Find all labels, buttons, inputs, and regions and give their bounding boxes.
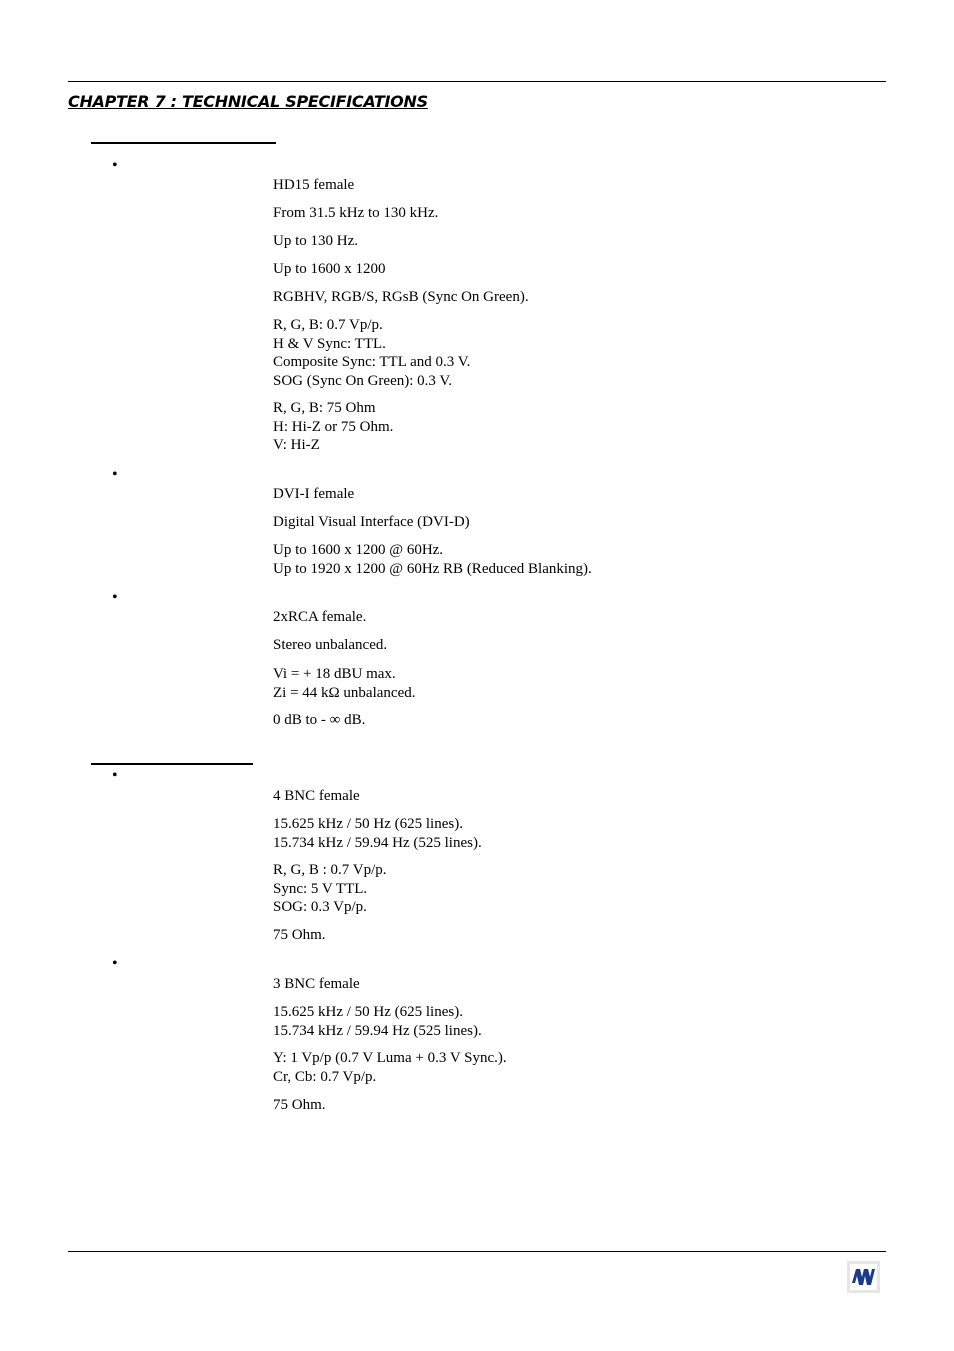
spec-value: 75 Ohm.	[273, 927, 326, 943]
spec-value: Digital Visual Interface (DVI-D)	[273, 514, 470, 530]
section-rule	[91, 763, 253, 765]
bullet-ypbpr: •	[112, 955, 118, 972]
spec-value: Up to 1600 x 1200 @ 60Hz. Up to 1920 x 1200 @ 60Hz RB (Reduced Blanking).	[273, 542, 592, 577]
bullet-rgbs: •	[112, 767, 118, 784]
spec-value: R, G, B: 75 Ohm H: Hi-Z or 75 Ohm. V: Hi-Z	[273, 400, 394, 453]
spec-value: Up to 1600 x 1200	[273, 261, 386, 277]
spec-value: 0 dB to - ∞ dB.	[273, 712, 366, 728]
spec-value: From 31.5 kHz to 130 kHz.	[273, 205, 439, 221]
bullet-dvi: •	[112, 466, 118, 483]
spec-value: RGBHV, RGB/S, RGsB (Sync On Green).	[273, 289, 529, 305]
spec-value: DVI-I female	[273, 486, 355, 502]
footer-rule	[68, 1251, 886, 1252]
spec-value: 15.625 kHz / 50 Hz (625 lines). 15.734 kHz / 59.94 Hz (525 lines).	[273, 816, 482, 851]
spec-value: HD15 female	[273, 177, 355, 193]
bullet-audio: •	[112, 589, 118, 606]
spec-value: Stereo unbalanced.	[273, 637, 388, 653]
spec-value: 15.625 kHz / 50 Hz (625 lines). 15.734 kHz / 59.94 Hz (525 lines).	[273, 1004, 482, 1039]
section-rule	[91, 142, 276, 144]
spec-value: R, G, B: 0.7 Vp/p. H & V Sync: TTL. Composite Sync: TTL and 0.3 V. SOG (Sync On Green): 0.3 V.	[273, 317, 471, 389]
header-rule	[68, 81, 886, 82]
spec-value: Vi = + 18 dBU max. Zi = 44 kΩ unbalanced.	[273, 666, 416, 701]
spec-value: R, G, B : 0.7 Vp/p. Sync: 5 V TTL. SOG: 0.3 Vp/p.	[273, 862, 387, 915]
spec-value: 2xRCA female.	[273, 609, 367, 625]
spec-value: 75 Ohm.	[273, 1097, 326, 1113]
spec-value: Up to 130 Hz.	[273, 233, 358, 249]
spec-value: 4 BNC female	[273, 788, 360, 804]
chapter-title: CHAPTER 7 : TECHNICAL SPECIFICATIONS	[68, 92, 428, 111]
company-logo-icon	[847, 1261, 880, 1293]
spec-value: Y: 1 Vp/p (0.7 V Luma + 0.3 V Sync.). Cr, Cb: 0.7 Vp/p.	[273, 1050, 507, 1085]
spec-value: 3 BNC female	[273, 976, 360, 992]
bullet-vga: •	[112, 157, 118, 174]
